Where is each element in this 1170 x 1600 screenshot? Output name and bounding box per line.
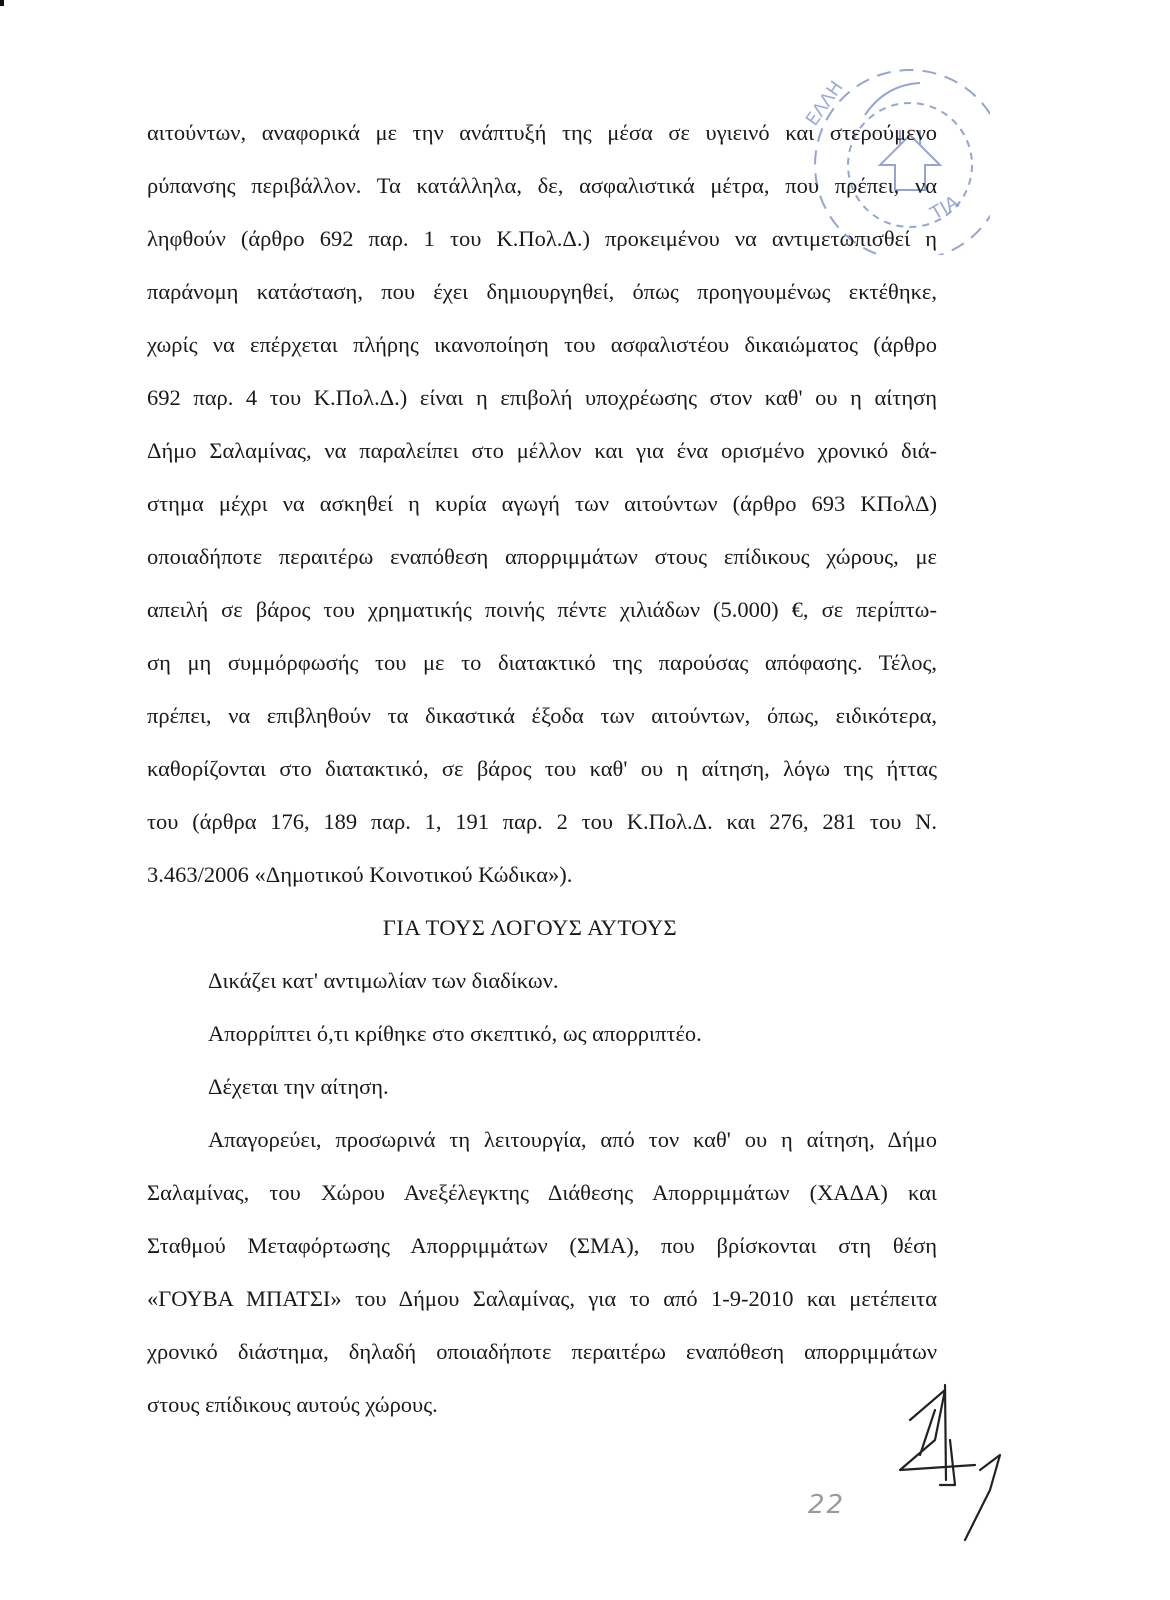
- body-line: παράνομη κατάσταση, που έχει δημιουργηθεί, όπως προηγουμένως εκτέθηκε,: [147, 279, 937, 304]
- handwritten-signature: [880, 1380, 1020, 1560]
- final-paragraph-line: χρονικό διάστημα, δηλαδή οποιαδήποτε περαιτέρω εναπόθεση απορριμμάτων: [147, 1339, 937, 1364]
- body-line: 3.463/2006 «Δημοτικού Κοινοτικού Κώδικα»).: [147, 862, 573, 887]
- body-line: του (άρθρα 176, 189 παρ. 1, 191 παρ. 2 του Κ.Πολ.Δ. και 276, 281 του Ν.: [147, 809, 937, 834]
- body-line: αιτούντων, αναφορικά με την ανάπτυξή της μέσα σε υγιεινό και στερούμενο: [147, 120, 937, 145]
- final-paragraph-line: Σταθμού Μεταφόρτωσης Απορριμμάτων (ΣΜΑ), που βρίσκονται στη θέση: [147, 1233, 937, 1258]
- final-paragraph-line: Σαλαμίνας, του Χώρου Ανεξέλεγκτης Διάθεσης Απορριμμάτων (ΧΑΔΑ) και: [147, 1180, 937, 1205]
- body-line: οποιαδήποτε περαιτέρω εναπόθεση απορριμμάτων στους επίδικους χώρους, με: [147, 544, 937, 569]
- final-paragraph-line: στους επίδικους αυτούς χώρους.: [147, 1392, 438, 1417]
- body-line: ση μη συμμόρφωσής του με το διατακτικό της παρούσας απόφασης. Τέλος,: [147, 650, 937, 675]
- scan-mark: [0, 0, 4, 6]
- body-line: ρύπανσης περιβάλλον. Τα κατάλληλα, δε, ασφαλιστικά μέτρα, που πρέπει, να: [147, 173, 937, 198]
- final-paragraph-line: «ΓΟΥΒΑ ΜΠΑΤΣΙ» του Δήμου Σαλαμίνας, για το από 1-9-2010 και μετέπειτα: [147, 1286, 937, 1311]
- svg-text:ΕΛΛΗ: ΕΛΛΗ: [801, 77, 848, 130]
- body-line: ληφθούν (άρθρο 692 παρ. 1 του Κ.Πολ.Δ.) προκειμένου να αντιμετωπισθεί η: [147, 226, 937, 251]
- decision-line: Δικάζει κατ' αντιμωλίαν των διαδίκων.: [208, 968, 559, 993]
- svg-text:ΤΙΑ: ΤΙΑ: [927, 191, 963, 225]
- body-line: στημα μέχρι να ασκηθεί η κυρία αγωγή των αιτούντων (άρθρο 693 ΚΠολΔ): [147, 491, 937, 516]
- decision-line: Απορρίπτει ό,τι κρίθηκε στο σκεπτικό, ως απορριπτέο.: [208, 1021, 702, 1046]
- decision-line: Δέχεται την αίτηση.: [208, 1074, 389, 1099]
- final-paragraph-line: Απαγορεύει, προσωρινά τη λειτουργία, από τον καθ' ου η αίτηση, Δήμο: [208, 1127, 937, 1152]
- body-line: χωρίς να επέρχεται πλήρης ικανοποίηση του ασφαλιστέου δικαιώματος (άρθρο: [147, 332, 937, 357]
- body-line: Δήμο Σαλαμίνας, να παραλείπει στο μέλλον και για ένα ορισμένο χρονικό διά-: [147, 438, 937, 463]
- body-line: 692 παρ. 4 του Κ.Πολ.Δ.) είναι η επιβολή υποχρέωσης στον καθ' ου η αίτηση: [147, 385, 937, 410]
- body-line: καθορίζονται στο διατακτικό, σε βάρος του καθ' ου η αίτηση, λόγω της ήττας: [147, 756, 937, 781]
- body-line: απειλή σε βάρος του χρηματικής ποινής πέντε χιλιάδων (5.000) €, σε περίπτω-: [147, 597, 937, 622]
- page-number: 22: [808, 1490, 846, 1520]
- body-line: πρέπει, να επιβληθούν τα δικαστικά έξοδα των αιτούντων, όπως, ειδικότερα,: [147, 703, 937, 728]
- section-heading: ΓΙΑ ΤΟΥΣ ΛΟΓΟΥΣ ΑΥΤΟΥΣ: [382, 915, 678, 940]
